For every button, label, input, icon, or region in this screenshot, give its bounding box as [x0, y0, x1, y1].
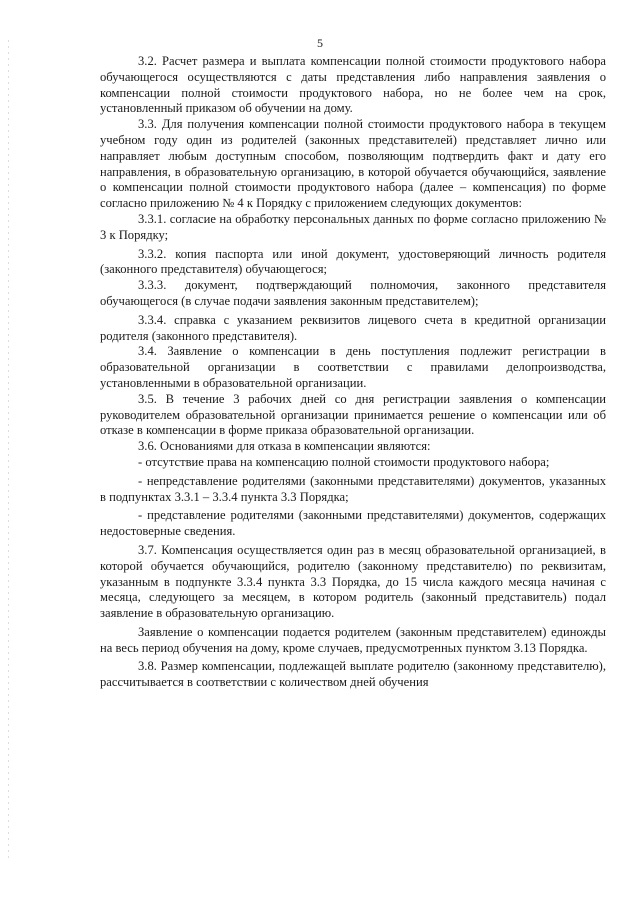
paragraph-3-5: 3.5. В течение 3 рабочих дней со дня регистрации заявления о компенсации руководителем образовательной организации принимается решение о компенсации или об отказе в компенсации в форме приказа образовательной организации.: [100, 391, 606, 438]
paragraph-3-3-2: 3.3.2. копия паспорта или иной документ, удостоверяющий личность родителя (законного представителя) обучающегося;: [100, 246, 606, 277]
page-number: 5: [317, 36, 323, 50]
paragraph-application-note: Заявление о компенсации подается родителем (законным представителем) единожды на весь период обучения на дому, кроме случаев, предусмотренных пунктом 3.13 Порядка.: [100, 624, 606, 655]
paragraph-3-8: 3.8. Размер компенсации, подлежащей выплате родителю (законному представителю), рассчитывается в соответствии с количеством дней обучения: [100, 659, 606, 690]
paragraph-3-3-4: 3.3.4. справка с указанием реквизитов лицевого счета в кредитной организации родителя (законного представителя).: [100, 312, 606, 343]
paragraph-3-3-3: 3.3.3. документ, подтверждающий полномочия, законного представителя обучающегося (в случае подачи заявления законным представителем);: [100, 278, 606, 308]
refusal-ground-2: - непредставление родителями (законными представителями) документов, указанных в подпунктах 3.3.1 – 3.3.4 пункта 3.3 Порядка;: [100, 473, 606, 504]
paragraph-3-7: 3.7. Компенсация осуществляется один раз в месяц образовательной организацией, в которой обучается обучающийся, родителю (законному представителю) по реквизитам, указанным в подпункте 3.3.4 пункта 3.3 Порядка, до 15 числа каждого месяца начиная с месяца, следующего за месяцем, в котором родитель (законный представитель) подал заявление в образовательную организацию.: [100, 542, 606, 621]
refusal-ground-1: - отсутствие права на компенсацию полной стоимости продуктового набора;: [138, 454, 550, 469]
refusal-ground-3: - представление родителями (законными представителями) документов, содержащих недостоверные сведения.: [100, 508, 606, 539]
paragraph-3-3: 3.3. Для получения компенсации полной стоимости продуктового набора в текущем учебном году один из родителей (законных представителей) представляет лично или направляет любым доступным способом, позволяющим подтвердить факт и дату его направления, в образовательную организацию, в которой обучается обучающийся, заявление о компенсации полной стоимости продуктового набора (далее – компенсация) по форме согласно приложению № 4 к Порядку с приложением следующих документов:: [100, 117, 606, 211]
paragraph-3-4: 3.4. Заявление о компенсации в день поступления подлежит регистрации в образовательной организации в соответствии с правилами делопроизводства, установленными в образовательной организации.: [100, 344, 606, 390]
paragraph-3-6: 3.6. Основаниями для отказа в компенсации являются:: [138, 439, 431, 454]
scan-edge-marks: [8, 40, 9, 860]
paragraph-3-3-1: 3.3.1. согласие на обработку персональных данных по форме согласно приложению № 3 к Порядку;: [100, 211, 606, 242]
paragraph-3-2: 3.2. Расчет размера и выплата компенсации полной стоимости продуктового набора обучающегося осуществляются с даты представления либо направления заявления о компенсации полной стоимости продуктового набора, но не более чем на срок, установленный приказом об обучении на дому.: [100, 54, 606, 116]
document-body: [100, 54, 606, 691]
